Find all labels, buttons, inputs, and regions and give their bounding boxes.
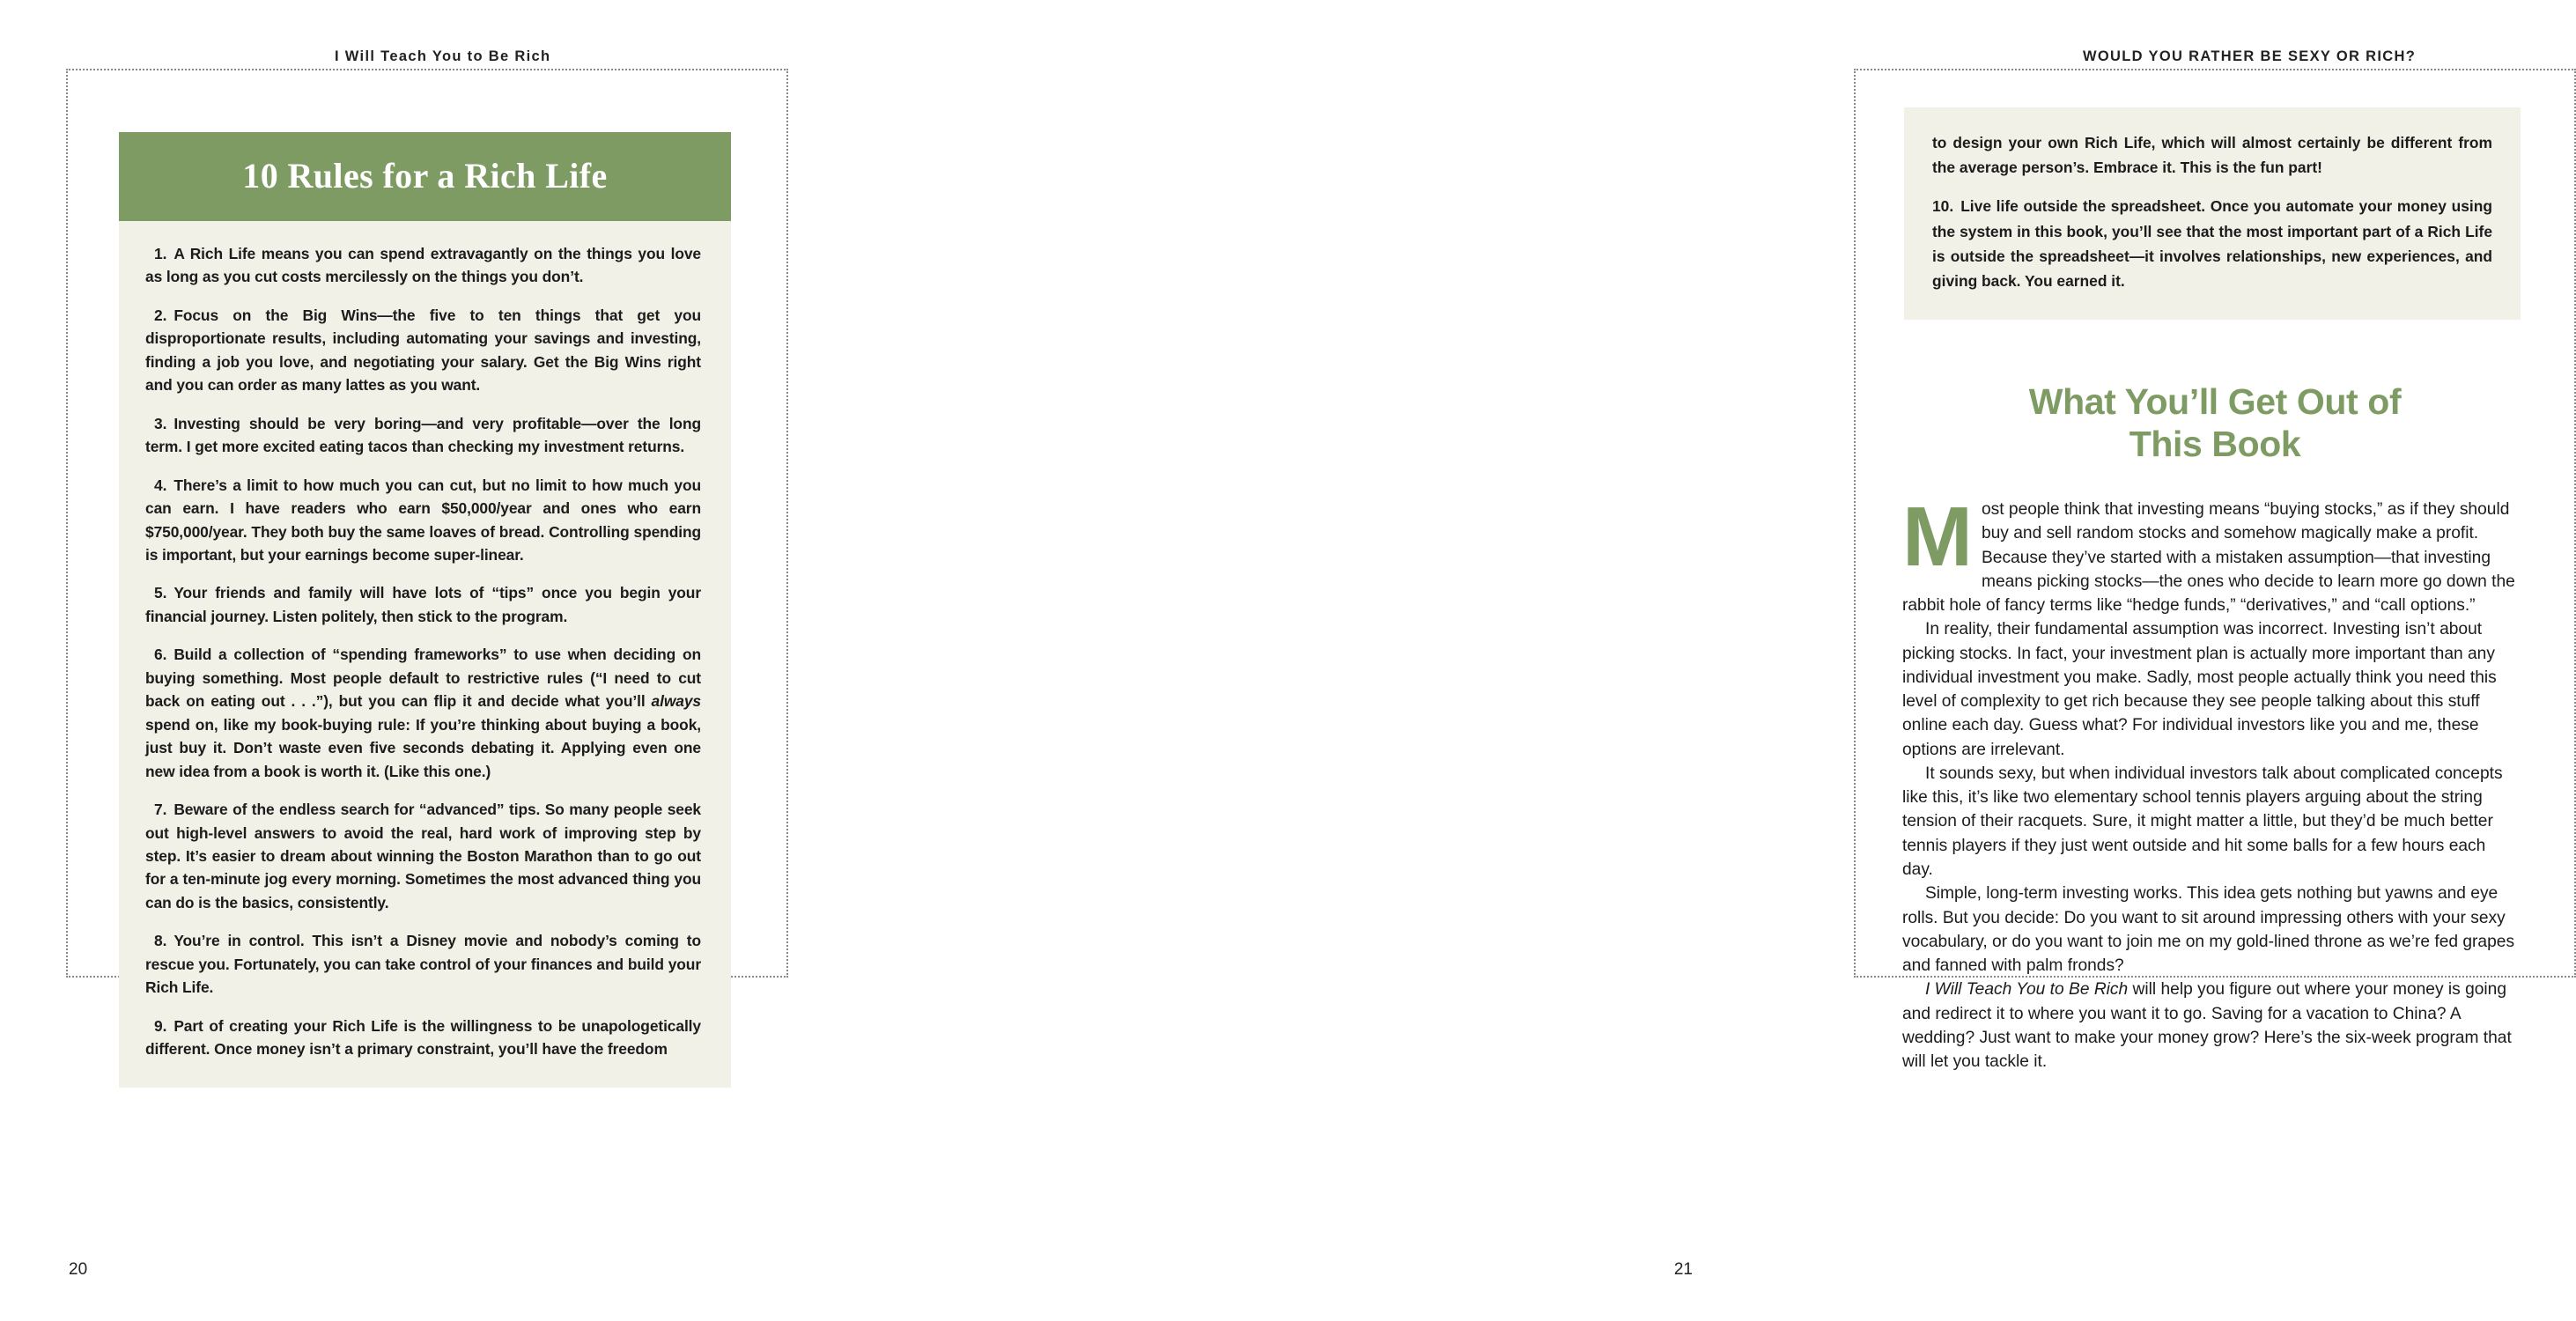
rule-text: Your friends and family will have lots of “tips” once you begin your financial journey. Listen politely, then stick to the program. <box>145 584 701 625</box>
rule-text-after: spend on, like my book-buying rule: If you’re thinking about buying a book, just buy it. Don’t waste even five seconds debating it. Applying even one new idea from a book is worth it. (Like this one.) <box>145 715 701 780</box>
rule-number: 8. <box>154 932 167 950</box>
rule-emphasis: always <box>651 692 701 711</box>
body-paragraph-text: ost people think that investing means “buying stocks,” as if they should buy and sell random stocks and somehow magically make a profit. Because they’ve started with a mistaken assumption—that investing means picking stocks—the ones who decide to learn more go down the rabbit hole of fancy terms like “hedge funds,” “derivatives,” and “call options.” <box>1902 500 2515 616</box>
rule-number: 5. <box>154 584 167 602</box>
rule-text: There’s a limit to how much you can cut, but no limit to how much you can earn. I have readers who earn $50,000/year and ones who earn $750,000/year. They both buy the same loaves of bread. Controlling spending is important, but your earnings become super-linear. <box>145 476 701 564</box>
rule-item <box>1932 194 2492 293</box>
body-paragraph: It sounds sexy, but when individual investors talk about complicated concepts like this, it’s like two elementary school tennis players arguing about the string tension of their racquets. Sure, it might matter a little, but they’d be much better tennis players if they just went outside and hit some balls for a few hours each day. <box>1902 764 2503 879</box>
book-title-italic: I Will Teach You to Be Rich <box>1925 980 2129 1000</box>
rule-item <box>145 1015 701 1061</box>
rule-number: 10. <box>1932 197 1954 216</box>
section-heading <box>1902 380 2528 466</box>
rule-number: 1. <box>154 245 167 262</box>
body-paragraph-final <box>1902 978 2519 1074</box>
rule-item <box>145 242 701 289</box>
body-paragraph: In reality, their fundamental assumption was incorrect. Investing isn’t about picking stocks. In fact, your investment plan is actually more important than any individual investment you make. Sadly, most people actually think you need this level of complexity to get rich because they see people talking about this stuff online each day. Guess what? For individual investors like you and me, these options are irrelevant. <box>1902 620 2497 759</box>
rule-item <box>145 412 701 459</box>
rule-item <box>145 304 701 397</box>
rule-text: Beware of the endless search for “advanced” tips. So many people seek out high-level answers to avoid the real, hard work of improving step by step. It’s easier to dream about winning the Boston Marathon than to go out for a ten-minute jog every morning. Sometimes the most advanced thing you can do is the basics, consistently. <box>145 801 701 911</box>
right-page <box>881 0 2515 1321</box>
rule-text: Part of creating your Rich Life is the willingness to be unapologetically different. Once money isn’t a primary constraint, you’ll have the freedom <box>145 1016 701 1059</box>
page-number-left: 20 <box>69 1260 88 1279</box>
drop-cap: M <box>1902 490 1973 584</box>
rule-text: Investing should be very boring—and very profitable—over the long term. I get more excited eating tacos than checking my investment returns. <box>145 414 701 456</box>
section-heading-line-2: This Book <box>2129 424 2301 465</box>
rule-9-continuation: to design your own Rich Life, which will almost certainly be different from the average person’s. Embrace it. This is the fun part! <box>1932 134 2492 177</box>
rules-list <box>119 221 731 1088</box>
rule-text: Live life outside the spreadsheet. Once you automate your money using the system in this book, you’ll see that the most important part of a Rich Life is outside the spreadsheet—it involves relationships, new experiences, and giving back. You earned it. <box>1932 197 2492 290</box>
rule-number: 3. <box>154 414 167 432</box>
rich-life-rules-continued-box <box>1904 107 2521 320</box>
body-paragraph-text: will help you figure out where your money is going and redirect it to where you want it to go. Saving for a vacation to China? A wedding? Just want to make your money grow? Here’s the six-week program that will let you tackle it. <box>1902 980 2512 1072</box>
running-head-book-title: I Will Teach You to Be Rich <box>335 48 551 64</box>
rules-box-heading: 10 Rules for a Rich Life <box>119 132 731 221</box>
rule-text: You’re in control. This isn’t a Disney movie and nobody’s coming to rescue you. Fortunately, you can take control of your finances and build your Rich Life. <box>145 932 701 997</box>
rule-text: Build a collection of “spending frameworks” to use when deciding on buying something. Most people default to restrictive rules (“I need to cut back on eating out . . .”), but you can flip it and decide what you’ll <box>145 646 701 711</box>
section-heading-line-1: What You’ll Get Out of <box>2028 381 2402 422</box>
rule-number: 7. <box>154 801 167 819</box>
rule-item <box>145 798 701 914</box>
rule-text: Focus on the Big Wins—the five to ten things that get you disproportionate results, including automating your savings and investing, finding a job you love, and negotiating your salary. Get the Big Wins right and you can order as many lattes as you want. <box>145 306 701 395</box>
rule-item <box>145 581 701 628</box>
running-head-chapter-title: WOULD YOU RATHER BE SEXY OR RICH? <box>2083 48 2417 64</box>
rule-number: 9. <box>154 1016 167 1035</box>
page-number-right: 21 <box>1673 1260 1693 1279</box>
rule-item <box>145 929 701 999</box>
section-body <box>1902 490 2519 1074</box>
left-page <box>0 0 881 1321</box>
rule-item <box>145 643 701 783</box>
rule-number: 2. <box>154 306 167 324</box>
rich-life-rules-box <box>119 132 731 1088</box>
rule-item <box>145 474 701 567</box>
rule-text: A Rich Life means you can spend extravagantly on the things you love as long as you cut costs mercilessly on the things you don’t. <box>145 245 701 286</box>
body-paragraph: Simple, long-term investing works. This idea gets nothing but yawns and eye rolls. But you decide: Do you want to sit around impressing others with your sexy vocabulary, or do you want to join me on my gold-lined throne as we’re fed grapes and fanned with palm fronds? <box>1902 884 2515 976</box>
body-paragraph <box>1902 490 2519 617</box>
rule-number: 4. <box>154 476 167 494</box>
rule-number: 6. <box>154 646 167 664</box>
